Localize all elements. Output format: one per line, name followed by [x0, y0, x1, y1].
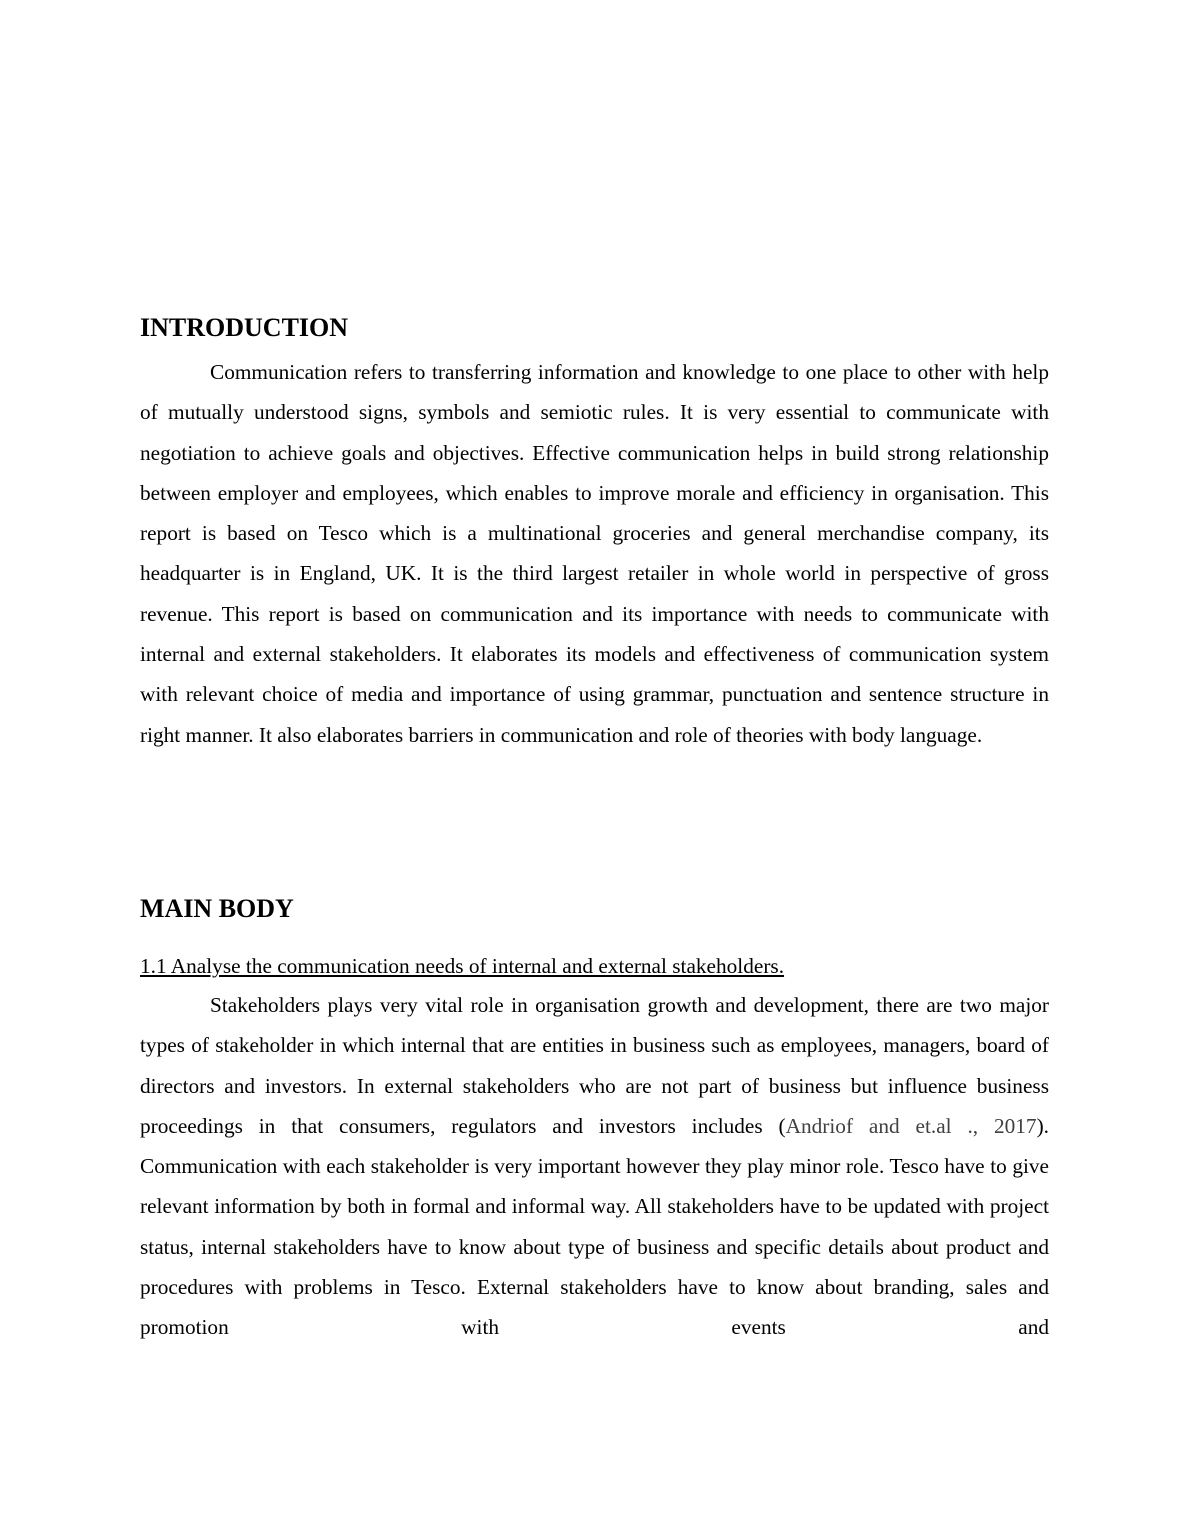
main-body-heading: MAIN BODY: [140, 894, 294, 923]
introduction-paragraph: [140, 352, 1049, 755]
main-body-paragraph: [140, 985, 1049, 1348]
section-subheading: 1.1 Analyse the communication needs of internal and external stakeholders.: [140, 954, 785, 978]
introduction-text: Communication refers to transferring information and knowledge to one place to other with help of mutually understood signs, symbols and semiotic rules. It is very essential to communicate with negotiation to achieve goals and objectives. Effective communication helps in build strong relationship between employer and employees, which enables to improve morale and efficiency in organisation. This report is based on Tesco which is a multinational groceries and general merchandise company, its headquarter is in England, UK. It is the third largest retailer in whole world in perspective of gross revenue. This report is based on communication and its importance with needs to communicate with internal and external stakeholders. It elaborates its models and effectiveness of communication system with relevant choice of media and importance of using grammar, punctuation and sentence structure in right manner. It also elaborates barriers in communication and role of theories with body language.: [140, 360, 1049, 747]
citation: Andriof and et.al ., 2017: [785, 1113, 1037, 1138]
main-body-text-part1: Stakeholders plays very vital role in organisation growth and development, there are two major types of stakeholder in which internal that are entities in business such as employees, managers, board of directors and investors. In external stakeholders who are not part of business but influence business proceedings in that consumers, regulators and investors includes (: [140, 993, 1049, 1138]
main-body-text-part2: ). Communication with each stakeholder is very important however they play minor role. Tesco have to give relevant information by both in formal and informal way. All stakeholders have to be updated with project status, internal stakeholders have to know about type of business and specific details about product and procedures with problems in Tesco. External stakeholders have to know about branding, sales and promotion with events and: [140, 1113, 1049, 1340]
introduction-heading: INTRODUCTION: [140, 313, 349, 342]
